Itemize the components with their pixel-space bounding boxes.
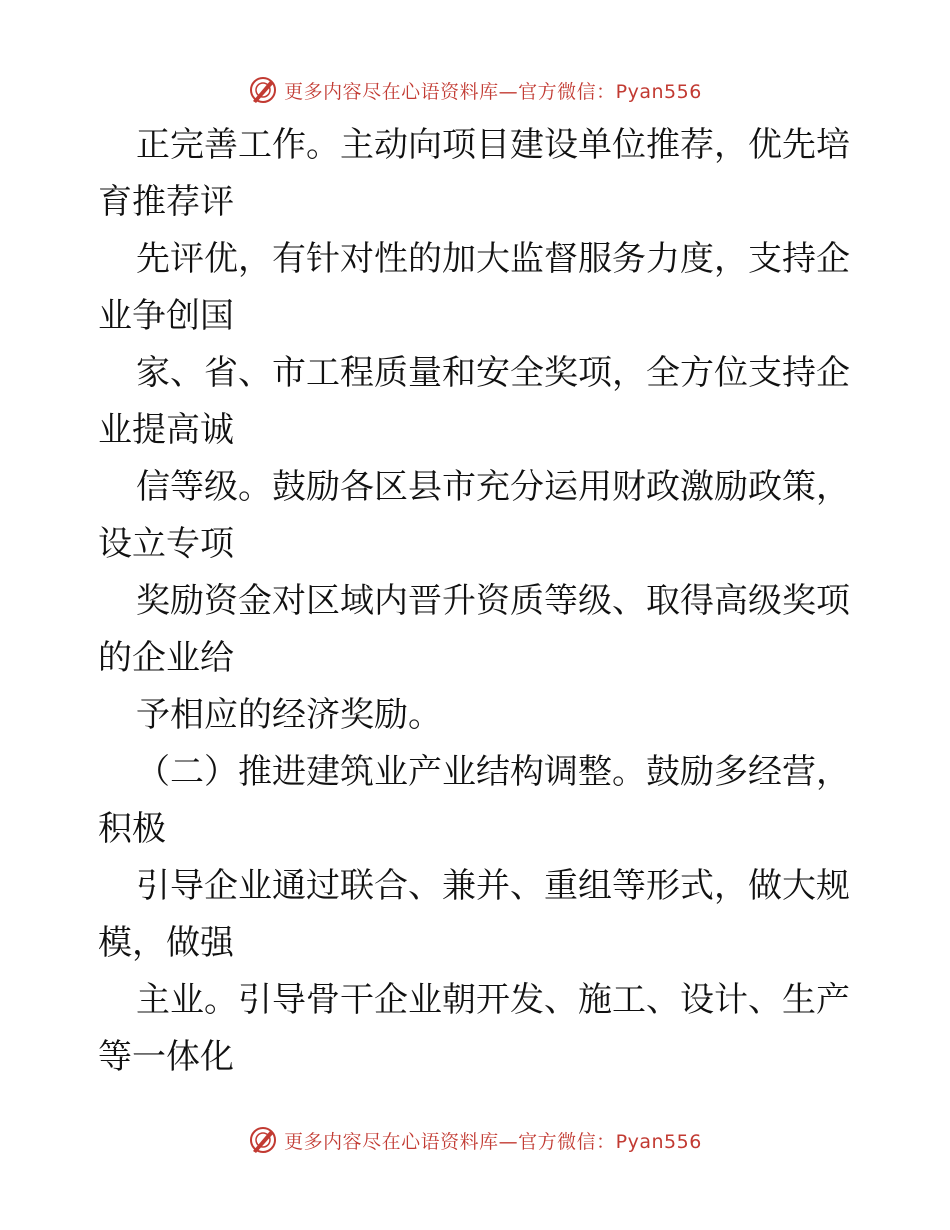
text-line: 家、省、市工程质量和安全奖项，全方位支持企 [136,353,850,393]
text-line: 的企业给 [98,638,234,678]
footer-banner [0,1120,950,1160]
text-line: 奖励资金对区域内晋升资质等级、取得高级奖项 [136,581,850,621]
pen-seal-logo-icon [248,75,278,105]
text-line: 引导企业通过联合、兼并、重组等形式，做大规 [136,866,850,906]
text-line: 设立专项 [98,524,234,564]
text-line: 育推荐评 [98,182,234,222]
footer-banner-text[interactable]: 更多内容尽在心语资料库—官方微信：Pyan556 [284,1130,702,1153]
text-line: 先评优，有针对性的加大监督服务力度，支持企 [136,239,850,279]
text-line: 等一体化 [98,1037,234,1077]
text-line: 主业。引导骨干企业朝开发、施工、设计、生产 [136,980,850,1020]
text-line: 模，做强 [98,923,234,963]
document-body [98,117,858,1086]
text-line: 积极 [98,809,166,849]
text-line: 业争创国 [98,296,234,336]
text-line: 业提高诚 [98,410,234,450]
header-banner-text[interactable]: 更多内容尽在心语资料库—官方微信：Pyan556 [284,80,702,103]
text-line: 予相应的经济奖励。 [136,695,442,735]
header-banner [0,70,950,110]
text-line: 信等级。鼓励各区县市充分运用财政激励政策， [136,467,850,507]
text-line: 正完善工作。主动向项目建设单位推荐，优先培 [136,125,850,165]
pen-seal-logo-icon [248,1125,278,1155]
text-line: （二）推进建筑业产业结构调整。鼓励多经营， [136,752,850,792]
